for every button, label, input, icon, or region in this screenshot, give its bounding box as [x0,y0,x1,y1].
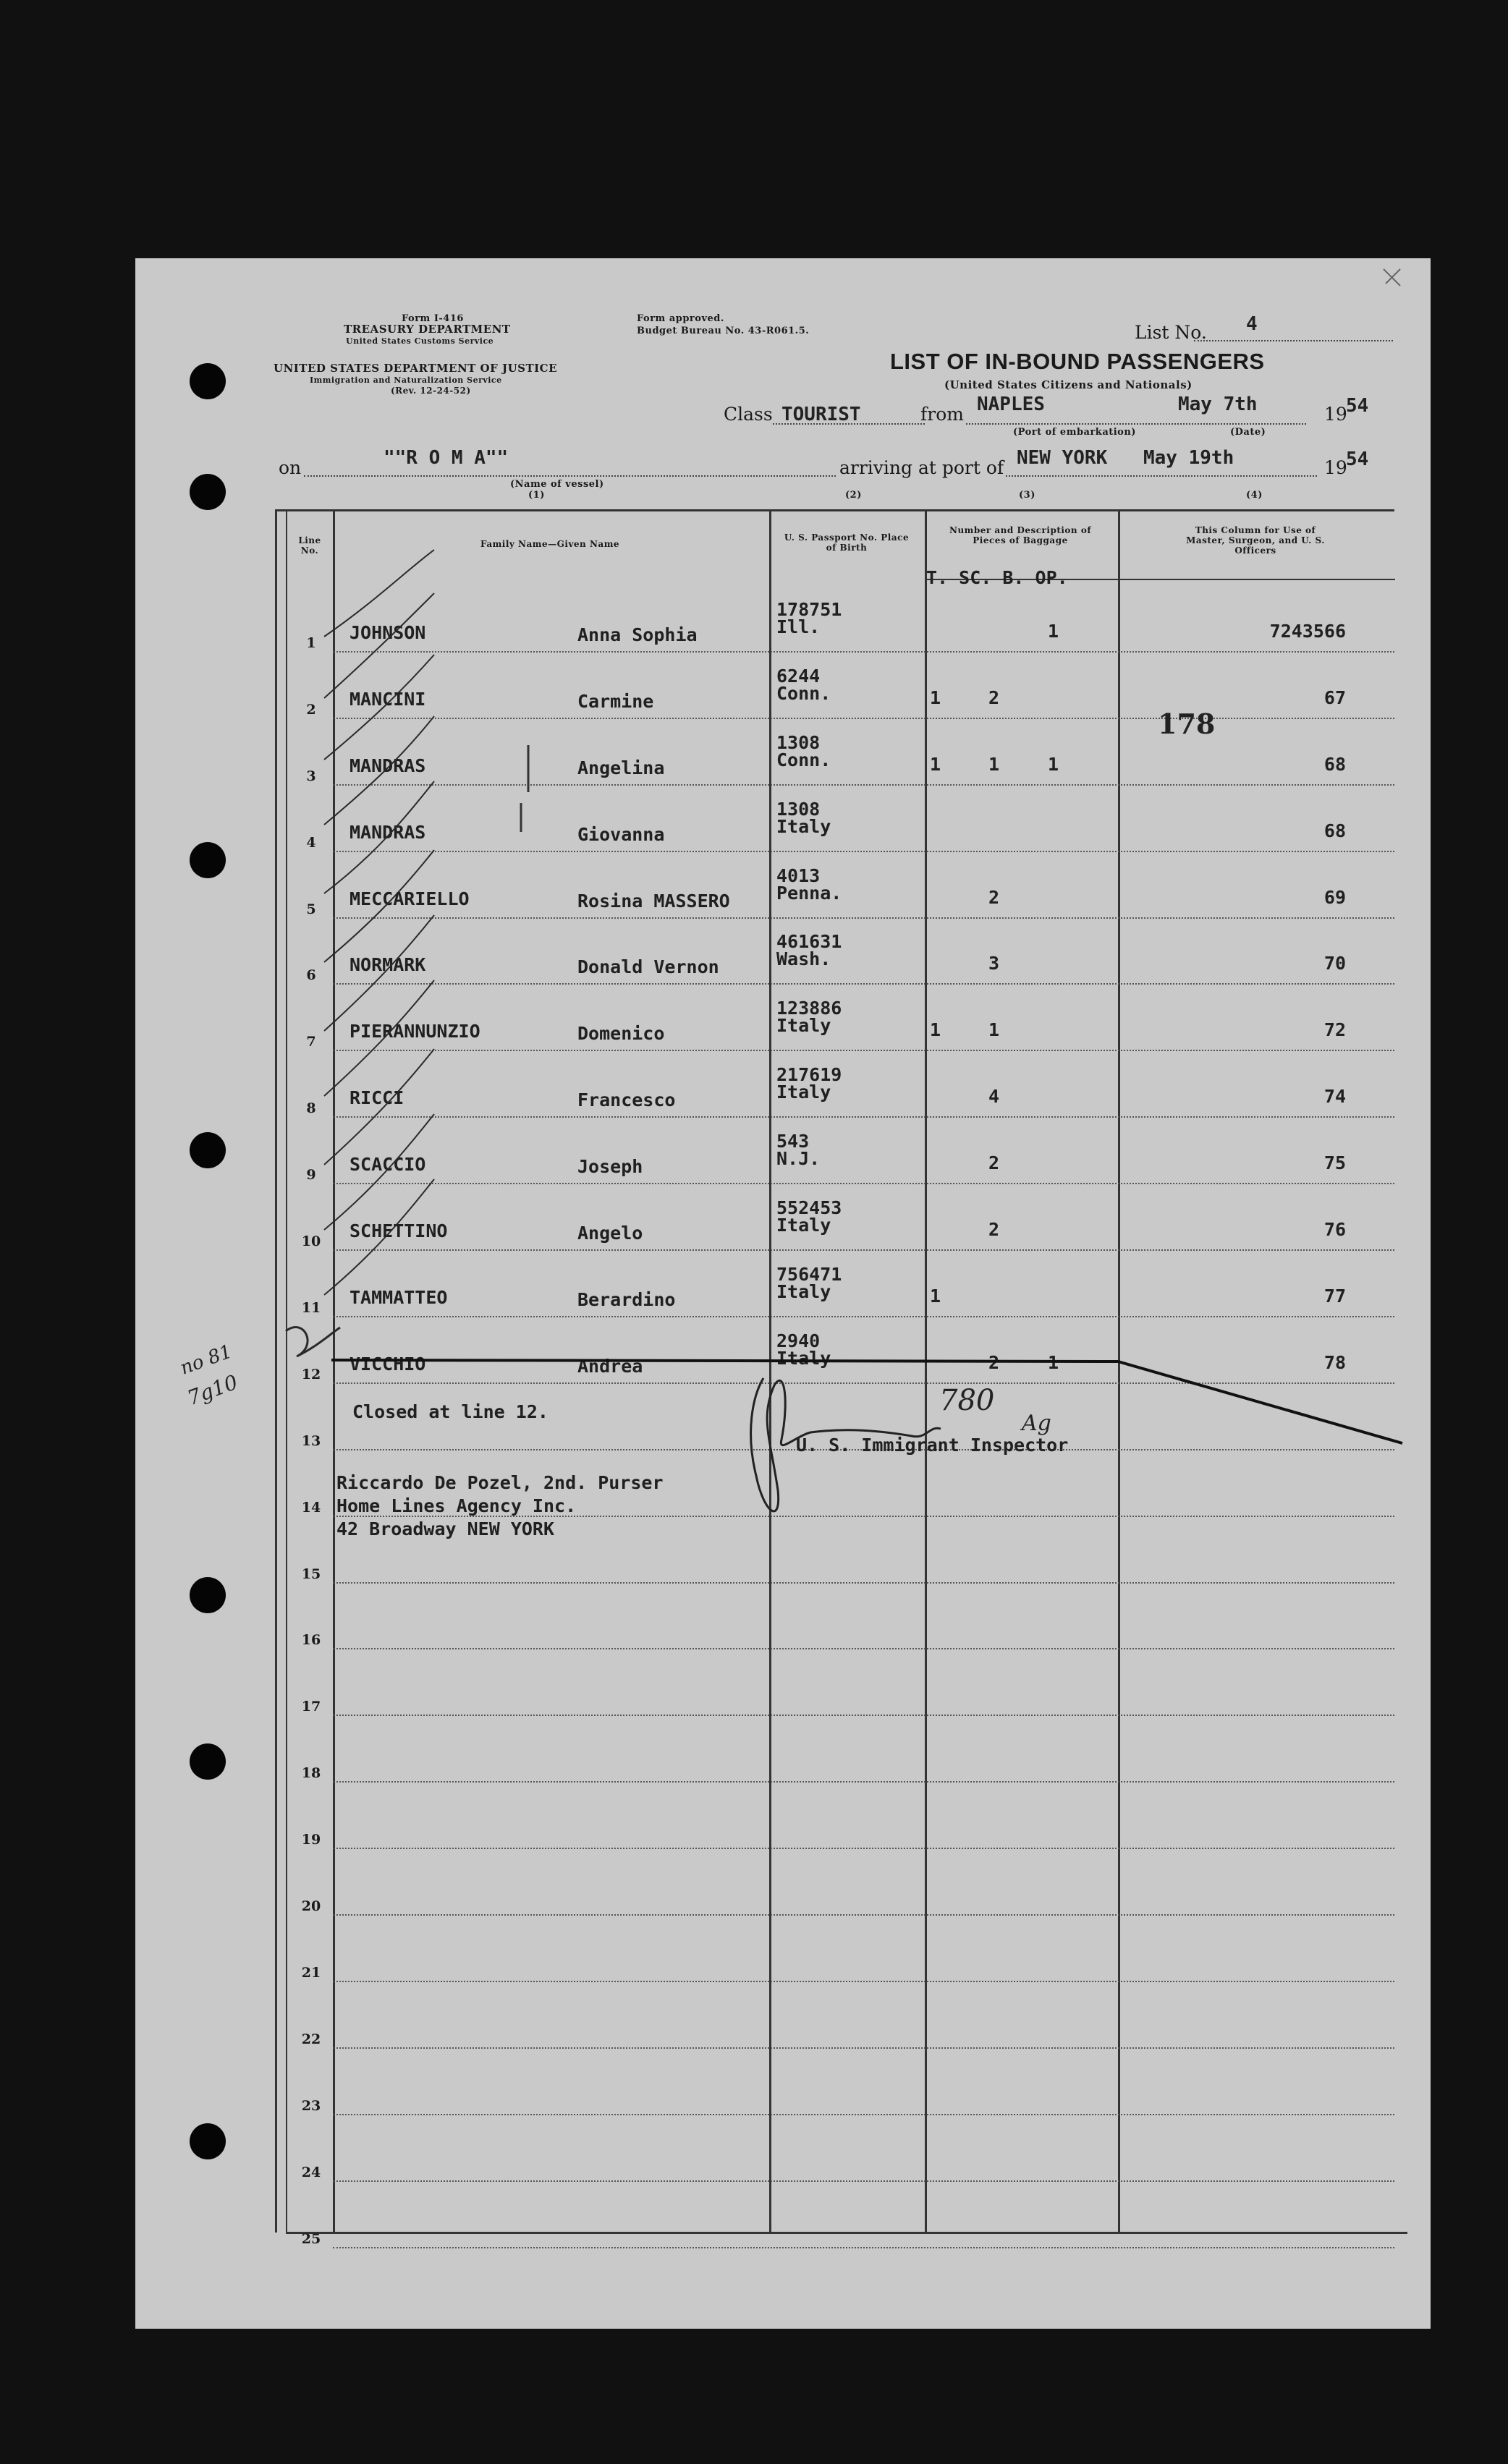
place-of-birth: Conn. [776,682,831,704]
departure-date: May 7th [1178,394,1258,415]
family-name: MANDRAS [350,755,426,776]
officer-number: 75 [1323,1152,1346,1174]
form-title: LIST OF IN-BOUND PASSENGERS [890,349,1265,374]
line-number: 24 [301,2164,321,2180]
place-of-birth: Wash. [776,948,831,970]
baggage-t: 1 [930,687,941,708]
customs-service: United States Customs Service [346,336,494,346]
given-name: Donald Vernon [577,956,719,978]
line-number: 3 [306,768,316,784]
line-number: 7 [306,1034,316,1050]
officer-number: 68 [1323,753,1346,775]
baggage-t: 1 [930,753,941,775]
header-name: Family Name—Given Name [480,539,620,549]
handwritten-780: 780 [939,1384,995,1417]
line-number: 9 [306,1167,316,1184]
header-officers: This Column for Use of Master, Surgeon, and U. S. Officers [1186,525,1325,556]
family-name: MANDRAS [350,821,426,843]
officer-number: 72 [1323,1019,1346,1041]
baggage-t: 1 [930,1019,941,1041]
treasury-dept: TREASURY DEPARTMENT [344,323,511,336]
passport-number: 178751 [776,598,842,620]
baggage-b: 1 [1048,753,1059,775]
form-number: Form I-416 [402,313,464,324]
baggage-sc: 1 [988,753,1000,775]
line-number: 2 [306,701,316,718]
officer-number: 7243566 [1269,620,1346,642]
line-number: 6 [306,967,316,984]
baggage-sc: 1 [988,1019,1000,1041]
col-caption-1: (1) [528,490,545,501]
place-of-birth: Conn. [776,749,831,770]
arrival-date: May 19th [1143,447,1234,469]
ins-service: Immigration and Naturalization Service [310,375,502,385]
header-passport: U. S. Passport No. Place of Birth [784,532,910,553]
from-label: from [920,404,964,425]
baggage-b: 1 [1048,620,1059,642]
on-label: on [279,457,302,478]
place-of-birth: Italy [776,1015,831,1037]
officer-number: 77 [1323,1285,1346,1307]
officer-number: 70 [1323,953,1346,974]
given-name: Berardino [577,1288,676,1310]
line-number: 14 [301,1499,321,1516]
place-of-birth: Italy [776,1347,831,1369]
passport-number: 2940 [776,1330,821,1351]
baggage-t: 1 [930,1285,941,1307]
given-name: Rosina MASSERO [577,890,730,912]
year-2: 54 [1346,449,1369,470]
line-number: 8 [306,1100,316,1117]
port-of-embarkation: NAPLES [977,394,1045,415]
passport-number: 543 [776,1131,810,1152]
list-label: List No. [1135,322,1207,343]
baggage-sc: 3 [988,953,1000,974]
given-name: Andrea [577,1355,643,1377]
family-name: MECCARIELLO [350,888,470,909]
line-number: 20 [301,1898,321,1914]
family-name: JOHNSON [350,621,426,643]
baggage-sc: 2 [988,1219,1000,1240]
date-caption: (Date) [1230,427,1266,438]
margin-note-2: 7g10 [184,1369,241,1411]
passport-number: 1308 [776,731,821,753]
vessel-caption: (Name of vessel) [510,479,604,490]
line-number: 5 [306,901,316,917]
line-number: 11 [301,1299,321,1316]
line-number: 21 [301,1964,321,1981]
agency-address: 42 Broadway NEW YORK [336,1518,555,1539]
baggage-b: 1 [1048,1351,1059,1373]
passport-number: 217619 [776,1064,842,1086]
form-subtitle: (United States Citizens and Nationals) [944,378,1193,391]
line-number: 22 [301,2031,321,2047]
given-name: Francesco [577,1089,676,1111]
col-caption-4: (4) [1246,490,1263,501]
class-label: Class [724,404,773,425]
handwritten-178: 178 [1158,708,1216,740]
year-prefix-2: 19 [1324,457,1347,478]
place-of-birth: Penna. [776,882,842,904]
given-name: Carmine [577,690,654,712]
place-of-birth: Italy [776,815,831,837]
port-caption: (Port of embarkation) [1013,427,1136,438]
given-name: Angelina [577,757,665,778]
header-baggage: Number and Description of Pieces of Baggage [949,525,1092,545]
justice-dept: UNITED STATES DEPARTMENT OF JUSTICE [274,362,558,375]
closed-note: Closed at line 12. [352,1401,548,1422]
vessel-name: ""R O M A"" [384,447,509,469]
place-of-birth: Italy [776,1215,831,1236]
line-number: 10 [301,1233,321,1249]
agency-name: Home Lines Agency Inc. [336,1495,577,1516]
baggage-sc: 2 [988,886,1000,908]
passport-number: 6244 [776,665,821,687]
passport-number: 1308 [776,798,821,820]
line-number: 4 [306,834,316,851]
col-caption-3: (3) [1019,490,1035,501]
form-approved: Form approved. [637,313,724,324]
family-name: TAMMATTEO [350,1286,448,1308]
arriving-label: arriving at port of [839,457,1004,478]
family-name: PIERANNUNZIO [350,1021,480,1042]
line-number: 1 [306,634,316,651]
class-value: TOURIST [781,404,861,425]
baggage-sc: 2 [988,687,1000,708]
place-of-birth: Italy [776,1082,831,1103]
place-of-birth: Ill. [776,616,821,637]
given-name: Domenico [577,1023,665,1045]
line-number: 19 [301,1832,321,1848]
officer-number: 67 [1323,687,1346,708]
baggage-codes: T. SC. B. OP. [926,567,1068,588]
family-name: NORMARK [350,954,426,976]
margin-note-1: no 81 [177,1341,235,1380]
line-number: 13 [301,1432,321,1449]
family-name: MANCINI [350,688,426,710]
passport-number: 4013 [776,864,821,886]
handwritten-ag: Ag [1022,1411,1051,1436]
budget-bureau: Budget Bureau No. 43-R061.5. [637,326,810,336]
place-of-birth: N.J. [776,1148,821,1170]
year-prefix-1: 19 [1324,404,1347,425]
inspector-title: U. S. Immigrant Inspector [796,1435,1069,1456]
officer-number: 68 [1323,820,1346,841]
family-name: SCHETTINO [350,1220,448,1241]
line-number: 12 [301,1366,321,1382]
line-number: 18 [301,1765,321,1782]
col-caption-2: (2) [845,490,862,501]
given-name: Angelo [577,1223,643,1244]
line-number: 15 [301,1566,321,1582]
list-number: 4 [1246,313,1258,335]
line-number: 16 [301,1632,321,1649]
officer-number: 74 [1323,1086,1346,1108]
given-name: Joseph [577,1156,643,1178]
officer-number: 78 [1323,1351,1346,1373]
family-name: RICCI [350,1087,404,1109]
line-number: 23 [301,2097,321,2114]
passport-number: 756471 [776,1263,842,1285]
revision: (Rev. 12-24-52) [391,386,471,396]
given-name: Anna Sophia [577,624,698,645]
place-of-birth: Italy [776,1280,831,1302]
family-name: VICCHIO [350,1353,426,1375]
baggage-sc: 2 [988,1351,1000,1373]
line-number: 25 [301,2230,321,2247]
baggage-sc: 2 [988,1152,1000,1174]
baggage-sc: 4 [988,1086,1000,1108]
passport-number: 552453 [776,1197,842,1218]
line-number: 17 [301,1699,321,1715]
family-name: SCACCIO [350,1154,426,1176]
arrival-port: NEW YORK [1017,447,1108,469]
officer-number: 69 [1323,886,1346,908]
passport-number: 461631 [776,931,842,953]
passport-number: 123886 [776,998,842,1019]
officer-number: 76 [1323,1219,1346,1240]
header-line-no: Line No. [298,535,321,556]
purser-name: Riccardo De Pozel, 2nd. Purser [336,1472,664,1493]
year-1: 54 [1346,395,1369,417]
given-name: Giovanna [577,823,665,845]
